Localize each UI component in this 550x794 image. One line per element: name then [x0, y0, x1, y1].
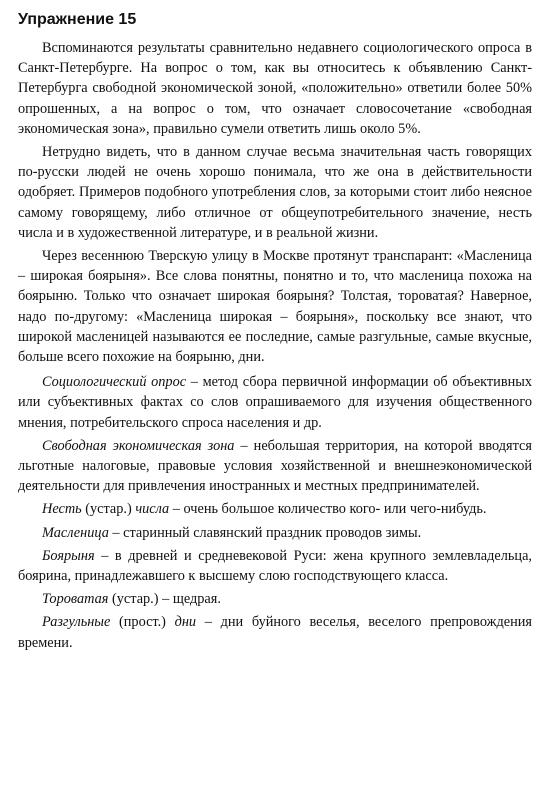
definition-sociological-survey — [18, 372, 532, 433]
definition-text: – метод сбора первичной информации об объективных или субъективных фактах со слов опрашиваемого для изучения общественного мнения, потребительского спроса населения и др. — [18, 374, 532, 431]
definition-term: Масленица — [42, 524, 109, 541]
definitions-list — [18, 372, 532, 653]
definition-note: (устар.) — [108, 591, 163, 608]
definition-text: – дни буйного веселья, веселого препровождения времени. — [18, 614, 532, 651]
paragraph-word-usage: Нетрудно видеть, что в данном случае весьма значительная часть говорящих по-русски людей не очень хорошо понимала, что же она в действительности одобряет. Примеров подобного употребления слов, за которыми стоит либо неясное самому говорящему, либо отличное от общеупотребительного значение, несть числа и в художественной литературе, и в реальной жизни. — [18, 144, 532, 241]
definition-term-second: дни — [174, 614, 197, 631]
definition-torovataya — [18, 589, 532, 609]
definition-term: Боярыня — [42, 547, 95, 564]
paragraph-survey: Вспоминаются результаты сравнительно недавнего социологического опроса в Санкт-Петербурге. На вопрос о том, как вы относитесь к объявлению Санкт-Петербурга свободной экономической зоной, «положительно» ответили более 50% опрошенных, а на вопрос о том, что означает словосочетание «свободная экономическая зона», правильно сумели ответить лишь около 5%. — [18, 40, 532, 137]
definition-text: – старинный славянский праздник проводов зимы. — [108, 524, 422, 541]
definition-text: – в древней и средневековой Руси: жена крупного землевладельца, боярина, принадлежавшего к высшему слою господствующего класса. — [18, 547, 532, 585]
definition-text: – небольшая территория, на которой вводятся льготные налоговые, правовые условия хозяйственной и внешнеэкономической деятельности для привлечения иностранных и местных предпринимателей. — [18, 437, 532, 495]
definition-note: (устар.) — [81, 501, 136, 518]
definition-text: – очень большое количество кого- или чего-нибудь. — [169, 501, 487, 518]
exercise-title: Упражнение 15 — [18, 11, 137, 28]
definition-free-economic-zone — [18, 436, 532, 497]
definition-note: (прост.) — [110, 614, 175, 631]
definition-term: Несть — [42, 501, 82, 518]
definition-text: – щедрая. — [162, 591, 221, 608]
definition-term-second: числа — [135, 501, 170, 518]
definition-term: Социологический опрос — [42, 374, 187, 391]
definition-boyarynya — [18, 546, 532, 586]
definition-razgulnye-dni — [18, 612, 532, 652]
definition-nest-chisla — [18, 499, 532, 519]
definition-term: Разгульные — [42, 614, 111, 631]
definition-maslenitsa — [18, 523, 532, 543]
definition-term: Тороватая — [42, 591, 109, 608]
definition-term: Свободная экономическая зона — [42, 437, 235, 454]
paragraph-banner: Через весеннюю Тверскую улицу в Москве протянут транспарант: «Масленица – широкая боярыня». Все слова понятны, понятно и то, что масленица похожа на боярыню. Только что означает широкая боярыня? Толстая, тороватая? Наверное, надо по-другому: «Масленица широкая – боярыня», поскольку все знают, что широкой масленицей называются ее последние, самые разгульные, самые вкусные, больше всего похожие на боярыню, дни. — [18, 248, 532, 366]
